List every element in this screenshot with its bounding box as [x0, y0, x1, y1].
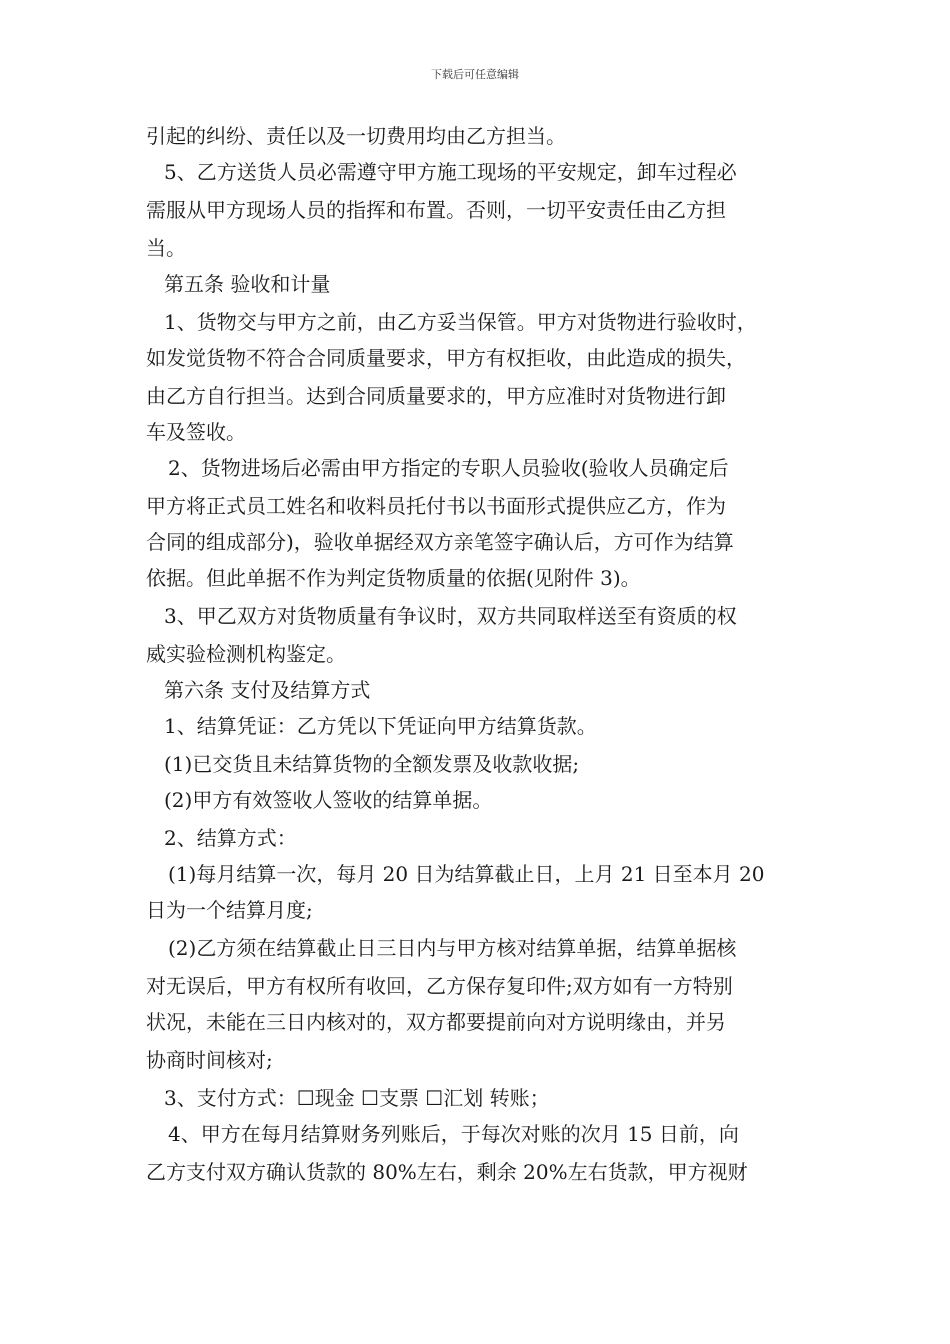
- text-line: 第五条 验收和计量: [164, 272, 331, 296]
- text-line: 第六条 支付及结算方式: [164, 678, 371, 702]
- text-line: 状况，未能在三日内核对的，双方都要提前向对方说明缘由，并另: [146, 1010, 726, 1034]
- text-line: 3、甲乙双方对货物质量有争议时，双方共同取样送至有资质的权: [164, 604, 737, 628]
- text-line: 甲方将正式员工姓名和收料员托付书以书面形式提供应乙方，作为: [146, 494, 726, 518]
- text-line: 引起的纠纷、责任以及一切费用均由乙方担当。: [146, 124, 566, 148]
- text-line: 如发觉货物不符合合同质量要求，甲方有权拒收，由此造成的损失，: [146, 346, 746, 370]
- text-line: 需服从甲方现场人员的指挥和布置。否则，一切平安责任由乙方担: [146, 198, 726, 222]
- text-line: 4、甲方在每月结算财务列账后，于每次对账的次月 15 日前，向: [168, 1122, 739, 1146]
- text-line: (1)已交货且未结算货物的全额发票及收款收据;: [164, 752, 580, 776]
- text-line: (2)乙方须在结算截止日三日内与甲方核对结算单据，结算单据核: [168, 936, 737, 960]
- text-line: 威实验检测机构鉴定。: [146, 642, 346, 666]
- text-line: 对无误后，甲方有权所有收回，乙方保存复印件;双方如有一方特别: [146, 974, 733, 998]
- text-line: 车及签收。: [146, 420, 246, 444]
- text-line: 2、结算方式：: [164, 826, 297, 850]
- text-line: 1、结算凭证：乙方凭以下凭证向甲方结算货款。: [164, 714, 597, 738]
- text-line: 依据。但此单据不作为判定货物质量的依据(见附件 3)。: [146, 566, 641, 590]
- text-line: 2、货物进场后必需由甲方指定的专职人员验收(验收人员确定后: [168, 456, 729, 480]
- text-line: 当。: [146, 236, 186, 260]
- page-header: 下载后可任意编辑: [431, 68, 519, 81]
- text-line: 1、货物交与甲方之前，由乙方妥当保管。甲方对货物进行验收时，: [164, 310, 757, 334]
- text-line: 日为一个结算月度;: [146, 898, 313, 922]
- text-line: 5、乙方送货人员必需遵守甲方施工现场的平安规定，卸车过程必: [164, 160, 737, 184]
- text-line: 协商时间核对;: [146, 1048, 273, 1072]
- text-line: 乙方支付双方确认货款的 80%左右，剩余 20%左右货款，甲方视财: [146, 1160, 748, 1184]
- text-line: 3、支付方式：☐现金 ☐支票 ☐汇划 转账；: [164, 1086, 550, 1110]
- text-line: 合同的组成部分)，验收单据经双方亲笔签字确认后，方可作为结算: [146, 530, 734, 554]
- text-line: (1)每月结算一次，每月 20 日为结算截止日，上月 21 日至本月 20: [168, 862, 765, 886]
- text-line: (2)甲方有效签收人签收的结算单据。: [164, 788, 493, 812]
- text-line: 由乙方自行担当。达到合同质量要求的，甲方应准时对货物进行卸: [146, 384, 726, 408]
